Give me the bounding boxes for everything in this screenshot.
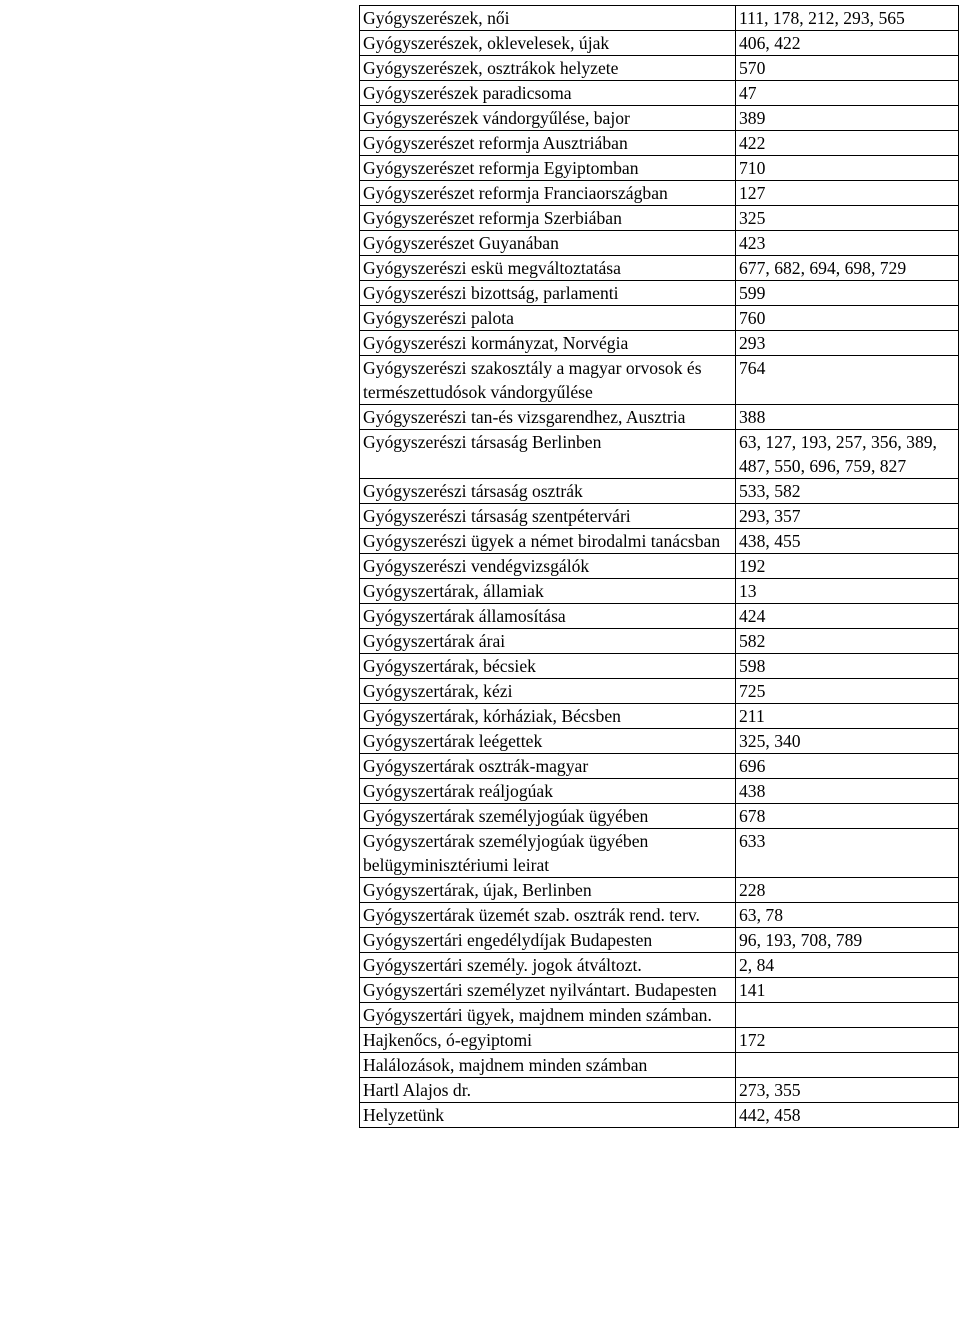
index-term-cell: Gyógyszertárak árai [360,629,736,654]
index-table [359,5,959,1128]
index-pages-cell: 325 [736,206,959,231]
table-row [360,356,959,405]
index-pages-cell: 422 [736,131,959,156]
index-term-cell: Gyógyszertárak osztrák-magyar [360,754,736,779]
index-pages-cell [736,1003,959,1028]
index-pages-cell: 678 [736,804,959,829]
index-term-cell: Gyógyszerészi vendégvizsgálók [360,554,736,579]
index-pages-cell: 533, 582 [736,479,959,504]
table-row [360,81,959,106]
table-row [360,629,959,654]
table-row [360,430,959,479]
index-term-cell: Gyógyszertárak személyjogúak ügyében belügyminisztériumi leirat [360,829,736,878]
table-row [360,679,959,704]
table-row [360,106,959,131]
index-pages-cell: 442, 458 [736,1103,959,1128]
index-term-cell: Gyógyszerészet reformja Ausztriában [360,131,736,156]
index-pages-cell: 228 [736,878,959,903]
index-pages-cell: 96, 193, 708, 789 [736,928,959,953]
table-row [360,779,959,804]
index-term-cell: Gyógyszerészek, oklevelesek, újak [360,31,736,56]
index-term-cell: Gyógyszertárak államosítása [360,604,736,629]
index-pages-cell: 293 [736,331,959,356]
index-pages-cell: 423 [736,231,959,256]
table-row [360,231,959,256]
index-term-cell: Gyógyszerészi palota [360,306,736,331]
table-row [360,1078,959,1103]
index-term-cell: Gyógyszerészek vándorgyűlése, bajor [360,106,736,131]
index-term-cell: Gyógyszerészek, női [360,6,736,31]
table-row [360,829,959,878]
index-term-cell: Gyógyszertárak, bécsiek [360,654,736,679]
index-pages-cell: 63, 127, 193, 257, 356, 389, 487, 550, 696, 759, 827 [736,430,959,479]
table-row [360,306,959,331]
index-term-cell: Gyógyszerészet reformja Egyiptomban [360,156,736,181]
index-term-cell: Halálozások, majdnem minden számban [360,1053,736,1078]
table-row [360,754,959,779]
index-term-cell: Gyógyszertárak üzemét szab. osztrák rend. terv. [360,903,736,928]
index-pages-cell: 192 [736,554,959,579]
index-pages-cell: 325, 340 [736,729,959,754]
table-row [360,878,959,903]
table-row [360,704,959,729]
table-row [360,331,959,356]
index-term-cell: Gyógyszerészi bizottság, parlamenti [360,281,736,306]
table-row [360,31,959,56]
index-term-cell: Gyógyszerészi ügyek a német birodalmi tanácsban [360,529,736,554]
index-term-cell: Gyógyszerészi társaság Berlinben [360,430,736,479]
index-pages-cell: 127 [736,181,959,206]
table-row [360,529,959,554]
table-row [360,6,959,31]
table-row [360,953,959,978]
index-term-cell: Gyógyszerészek paradicsoma [360,81,736,106]
index-term-cell: Gyógyszerészi eskü megváltoztatása [360,256,736,281]
table-row [360,206,959,231]
index-pages-cell: 438, 455 [736,529,959,554]
index-pages-cell: 760 [736,306,959,331]
index-term-cell: Gyógyszertári engedélydíjak Budapesten [360,928,736,953]
index-pages-cell: 293, 357 [736,504,959,529]
table-row [360,281,959,306]
index-term-cell: Gyógyszertárak, kórháziak, Bécsben [360,704,736,729]
index-term-cell: Gyógyszerészi társaság osztrák [360,479,736,504]
index-pages-cell: 570 [736,56,959,81]
index-term-cell: Gyógyszerészi szakosztály a magyar orvosok és természettudósok vándorgyűlése [360,356,736,405]
index-pages-cell: 582 [736,629,959,654]
index-pages-cell: 438 [736,779,959,804]
index-term-cell: Gyógyszerészet reformja Szerbiában [360,206,736,231]
index-term-cell: Gyógyszertári személy. jogok átváltozt. [360,953,736,978]
index-term-cell: Hajkenőcs, ó-egyiptomi [360,1028,736,1053]
index-pages-cell [736,1053,959,1078]
table-row [360,804,959,829]
table-row [360,256,959,281]
table-row [360,604,959,629]
index-pages-cell: 63, 78 [736,903,959,928]
index-term-cell: Gyógyszertárak reáljogúak [360,779,736,804]
table-row [360,928,959,953]
table-row [360,504,959,529]
index-pages-cell: 111, 178, 212, 293, 565 [736,6,959,31]
table-row [360,654,959,679]
index-pages-cell: 677, 682, 694, 698, 729 [736,256,959,281]
table-row [360,56,959,81]
index-pages-cell: 598 [736,654,959,679]
table-row [360,156,959,181]
index-pages-cell: 406, 422 [736,31,959,56]
index-pages-cell: 424 [736,604,959,629]
index-pages-cell: 211 [736,704,959,729]
index-pages-cell: 389 [736,106,959,131]
table-row [360,181,959,206]
table-row [360,729,959,754]
table-row [360,978,959,1003]
index-pages-cell: 172 [736,1028,959,1053]
index-pages-cell: 725 [736,679,959,704]
table-row [360,1053,959,1078]
table-row [360,1003,959,1028]
index-term-cell: Gyógyszertári ügyek, majdnem minden számban. [360,1003,736,1028]
table-row [360,131,959,156]
index-term-cell: Gyógyszerészet Guyanában [360,231,736,256]
index-pages-cell: 764 [736,356,959,405]
index-pages-cell: 141 [736,978,959,1003]
table-row [360,405,959,430]
table-row [360,554,959,579]
index-pages-cell: 599 [736,281,959,306]
index-pages-cell: 2, 84 [736,953,959,978]
index-pages-cell: 273, 355 [736,1078,959,1103]
index-pages-cell: 633 [736,829,959,878]
index-table-body [360,6,959,1128]
table-row [360,479,959,504]
index-pages-cell: 696 [736,754,959,779]
table-row [360,1103,959,1128]
index-term-cell: Gyógyszerészi társaság szentpétervári [360,504,736,529]
index-term-cell: Gyógyszerészi tan-és vizsgarendhez, Ausztria [360,405,736,430]
index-term-cell: Gyógyszertárak, kézi [360,679,736,704]
index-term-cell: Gyógyszertári személyzet nyilvántart. Budapesten [360,978,736,1003]
index-pages-cell: 13 [736,579,959,604]
table-row [360,1028,959,1053]
table-row [360,903,959,928]
index-term-cell: Gyógyszerészi kormányzat, Norvégia [360,331,736,356]
index-term-cell: Gyógyszertárak, újak, Berlinben [360,878,736,903]
index-term-cell: Gyógyszerészet reformja Franciaországban [360,181,736,206]
index-term-cell: Helyzetünk [360,1103,736,1128]
index-pages-cell: 47 [736,81,959,106]
index-term-cell: Gyógyszertárak, államiak [360,579,736,604]
index-term-cell: Gyógyszertárak leégettek [360,729,736,754]
index-pages-cell: 388 [736,405,959,430]
index-term-cell: Hartl Alajos dr. [360,1078,736,1103]
index-pages-cell: 710 [736,156,959,181]
index-term-cell: Gyógyszerészek, osztrákok helyzete [360,56,736,81]
table-row [360,579,959,604]
index-term-cell: Gyógyszertárak személyjogúak ügyében [360,804,736,829]
